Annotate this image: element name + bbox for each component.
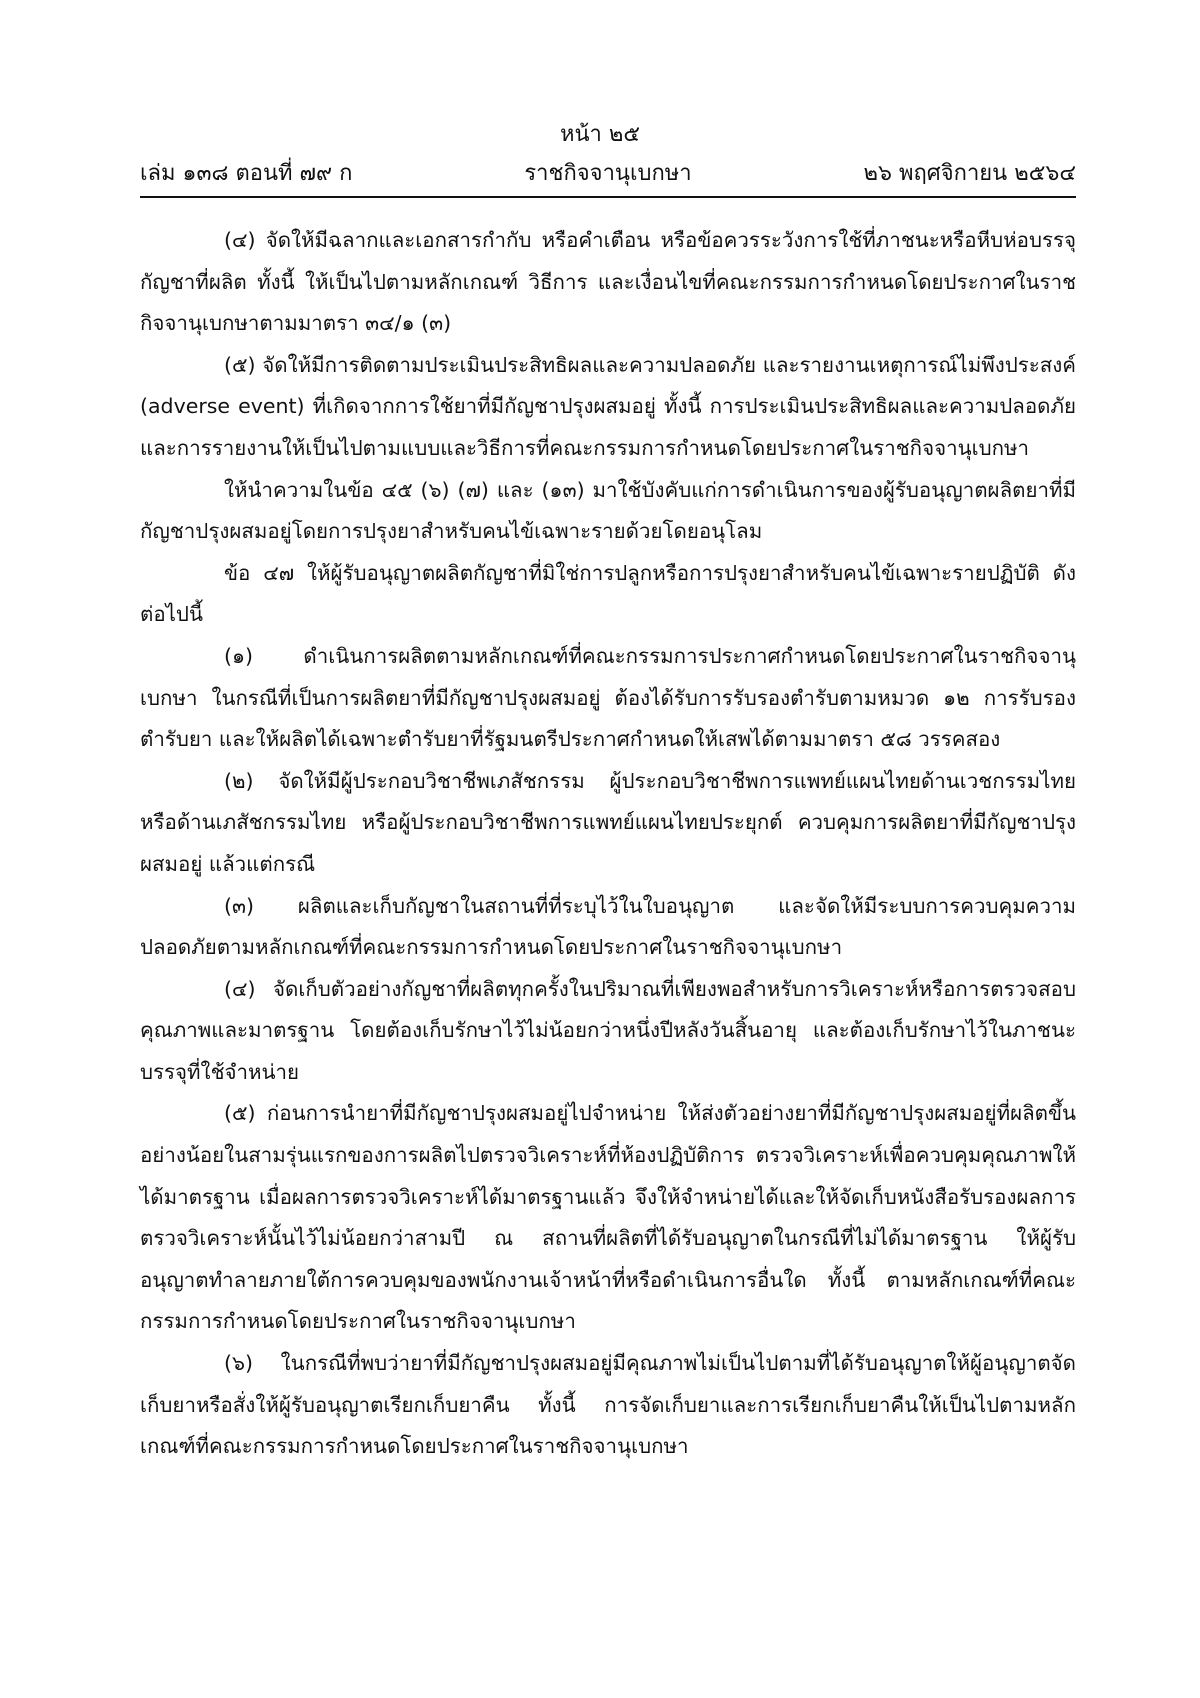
gazette-header — [140, 156, 1076, 192]
publication-date: ๒๖ พฤศจิกายน ๒๕๖๔ — [863, 161, 1076, 186]
paragraph: (๖) ในกรณีที่พบว่ายาที่มีกัญชาปรุงผสมอยู่มีคุณภาพไม่เป็นไปตามที่ได้รับอนุญาตให้ผู้อนุญาตจัดเก็บยาหรือสั่งให้ผู้รับอนุญาตเรียกเก็บยาคืน ทั้งนี้ การจัดเก็บยาและการเรียกเก็บยาคืนให้เป็นไปตามหลักเกณฑ์ที่คณะกรรมการกำหนดโดยประกาศในราชกิจจานุเบกษา — [140, 1351, 1076, 1459]
paragraph: (๒) จัดให้มีผู้ประกอบวิชาชีพเภสัชกรรม ผู้ประกอบวิชาชีพการแพทย์แผนไทยด้านเวชกรรมไทยหรือด้านเภสัชกรรมไทย หรือผู้ประกอบวิชาชีพการแพทย์แผนไทยประยุกต์ ควบคุมการผลิตยาที่มีกัญชาปรุงผสมอยู่ แล้วแต่กรณี — [140, 768, 1076, 876]
document-body — [140, 220, 1076, 1468]
publication-name: ราชกิจจานุเบกษา — [524, 161, 692, 186]
paragraph: (๔) จัดเก็บตัวอย่างกัญชาที่ผลิตทุกครั้งในปริมาณที่เพียงพอสำหรับการวิเคราะห์หรือการตรวจสอบคุณภาพและมาตรฐาน โดยต้องเก็บรักษาไว้ไม่น้อยกว่าหนึ่งปีหลังวันสิ้นอายุ และต้องเก็บรักษาไว้ในภาชนะบรรจุที่ใช้จำหน่าย — [140, 976, 1076, 1084]
paragraph: (๓) ผลิตและเก็บกัญชาในสถานที่ที่ระบุไว้ในใบอนุญาต และจัดให้มีระบบการควบคุมความปลอดภัยตามหลักเกณฑ์ที่คณะกรรมการกำหนดโดยประกาศในราชกิจจานุเบกษา — [140, 893, 1076, 960]
paragraph: ให้นำความในข้อ ๔๕ (๖) (๗) และ (๑๓) มาใช้บังคับแก่การดำเนินการของผู้รับอนุญาตผลิตยาที่มีกัญชาปรุงผสมอยู่โดยการปรุงยาสำหรับคนไข้เฉพาะรายด้วยโดยอนุโลม — [140, 477, 1076, 544]
paragraph: (๕) ก่อนการนำยาที่มีกัญชาปรุงผสมอยู่ไปจำหน่าย ให้ส่งตัวอย่างยาที่มีกัญชาปรุงผสมอยู่ที่ผลิตขึ้นอย่างน้อยในสามรุ่นแรกของการผลิตไปตรวจวิเคราะห์ที่ห้องปฏิบัติการ ตรวจวิเคราะห์เพื่อควบคุมคุณภาพให้ได้มาตรฐาน เมื่อผลการตรวจวิเคราะห์ได้มาตรฐานแล้ว จึงให้จำหน่ายได้และให้จัดเก็บหนังสือรับรองผลการตรวจวิเคราะห์นั้นไว้ไม่น้อยกว่าสามปี ณ สถานที่ผลิตที่ได้รับอนุญาตในกรณีที่ไม่ได้มาตรฐาน ให้ผู้รับอนุญาตทำลายภายใต้การควบคุมของพนักงานเจ้าหน้าที่หรือดำเนินการอื่นใด ทั้งนี้ ตามหลักเกณฑ์ที่คณะกรรมการกำหนดโดยประกาศในราชกิจจานุเบกษา — [140, 1101, 1076, 1334]
page-number: หน้า ๒๕ — [559, 122, 641, 147]
paragraph: (๕) จัดให้มีการติดตามประเมินประสิทธิผลและความปลอดภัย และรายงานเหตุการณ์ไม่พึงประสงค์ (adverse event) ที่เกิดจากการใช้ยาที่มีกัญชาปรุงผสมอยู่ ทั้งนี้ การประเมินประสิทธิผลและความปลอดภัย และการรายงานให้เป็นไปตามแบบและวิธีการที่คณะกรรมการกำหนดโดยประกาศในราชกิจจานุเบกษา — [140, 352, 1076, 460]
paragraph: ข้อ ๔๗ ให้ผู้รับอนุญาตผลิตกัญชาที่มิใช่การปลูกหรือการปรุงยาสำหรับคนไข้เฉพาะรายปฏิบัติ ดังต่อไปนี้ — [140, 560, 1076, 627]
paragraph: (๑) ดำเนินการผลิตตามหลักเกณฑ์ที่คณะกรรมการประกาศกำหนดโดยประกาศในราชกิจจานุเบกษา ในกรณีที่เป็นการผลิตยาที่มีกัญชาปรุงผสมอยู่ ต้องได้รับการรับรองตำรับตามหมวด ๑๒ การรับรองตำรับยา และให้ผลิตได้เฉพาะตำรับยาที่รัฐมนตรีประกาศกำหนดให้เสพได้ตามมาตรา ๕๘ วรรคสอง — [140, 643, 1076, 752]
paragraph: (๔) จัดให้มีฉลากและเอกสารกำกับ หรือคำเตือน หรือข้อควรระวังการใช้ที่ภาชนะหรือหีบห่อบรรจุกัญชาที่ผลิต ทั้งนี้ ให้เป็นไปตามหลักเกณฑ์ วิธีการ และเงื่อนไขที่คณะกรรมการกำหนดโดยประกาศในราชกิจจานุเบกษาตามมาตรา ๓๔/๑ (๓) — [140, 228, 1076, 336]
volume-issue: เล่ม ๑๓๘ ตอนที่ ๗๙ ก — [140, 161, 353, 186]
header-divider — [140, 196, 1076, 198]
